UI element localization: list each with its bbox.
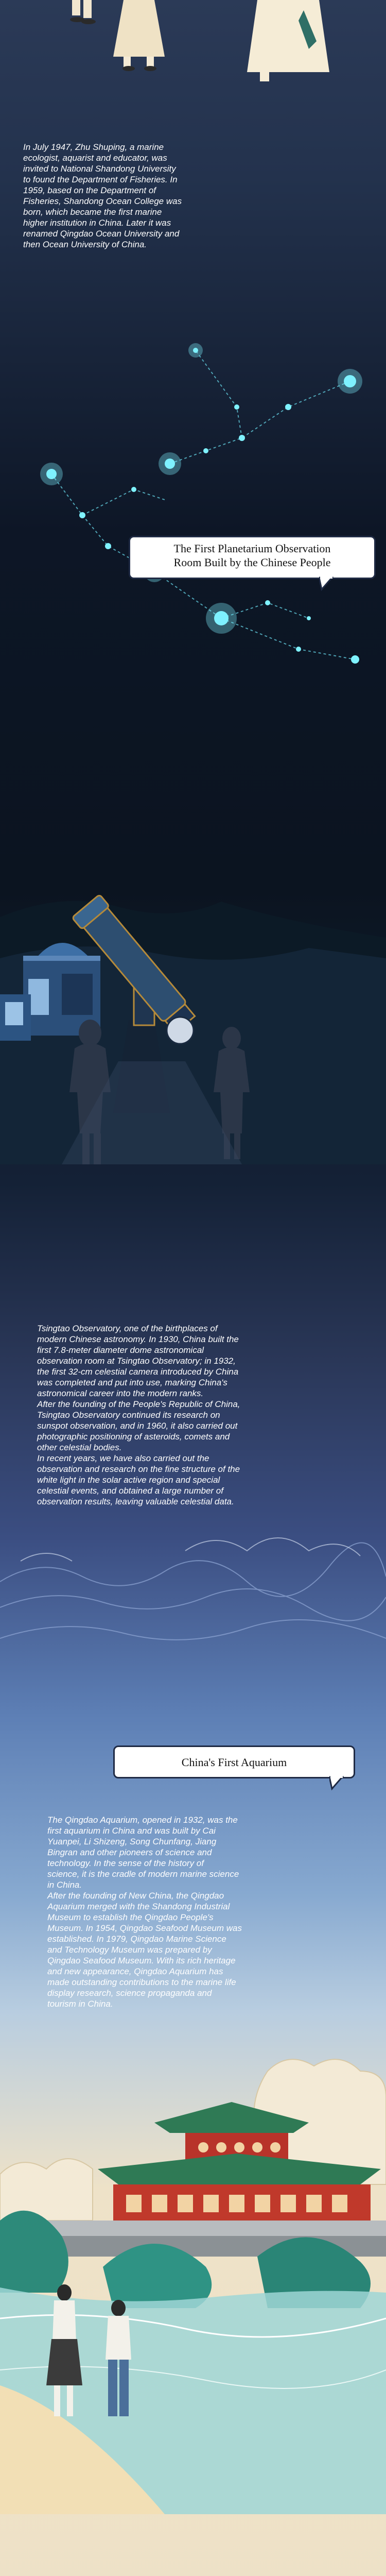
planetarium-paragraph: Tsingtao Observatory, one of the birthplaces of modern Chinese astronomy. In 1930, China built the first 7.8-meter diameter dome astronomical observation room at Tsingtao Observatory; in 1932, the first 32-cm celestial camera introduced by China was completed and put into use, marking China's astronomical career into the modern ranks. After the founding of the People's Republic of China, Tsingtao Observatory continued its research on sunspot observation, and in 1960, it also carried out photographic positioning of asteroids, comets and other celestial bodies. In recent years, we have also carried out the observation and research on the fine structure of the white light in the solar active region and special celestial events, and obtained a large number of observation results, leaving valuable celestial data. <box>37 1324 240 1506</box>
planetarium-title: The First Planetarium Observation Room Built by the Chinese People <box>173 542 331 569</box>
bubble-tail <box>329 1775 350 1791</box>
clouds-transition <box>0 1520 386 1700</box>
aquarium-paragraph: The Qingdao Aquarium, opened in 1932, was the first aquarium in China and was built by Cai Yuanpei, Li Shizeng, Song Chunfang, Jiang Bingran and other pioneers of science and technology. In the sense of the history of science, it is the cradle of modern marine science in China. After the founding of New China, the Qingdao Aquarium merged with the Shandong Industrial Museum to establish the Qingdao People's Museum. In 1954, Qingdao Seafood Museum was established. In 1979, Qingdao Marine Science and Technology Museum was prepared by Qingdao Seafood Museum. With its rich heritage and new appearance, Qingdao Aquarium has made outstanding contributions to the marine life display research, science propaganda and tourism in China. <box>47 1815 242 2009</box>
aquarium-scene <box>0 2050 386 2576</box>
observatory-scene <box>0 804 386 1319</box>
top-figures-illustration <box>0 0 386 82</box>
intro-paragraph: In July 1947, Zhu Shuping, a marine ecologist, aquarist and educator, was invited to National Shandong University to found the Department of Fisheries. In 1959, based on the Department of Fisheries, Shandong Ocean College was born, which became the first marine higher institution in China. Later it was renamed Qingdao Ocean University and then Ocean University of China. <box>23 142 182 249</box>
bubble-tail <box>319 576 340 591</box>
planetarium-title-bubble <box>129 536 376 579</box>
aquarium-title: China's First Aquarium <box>181 1756 287 1769</box>
aquarium-title-bubble <box>113 1745 355 1778</box>
